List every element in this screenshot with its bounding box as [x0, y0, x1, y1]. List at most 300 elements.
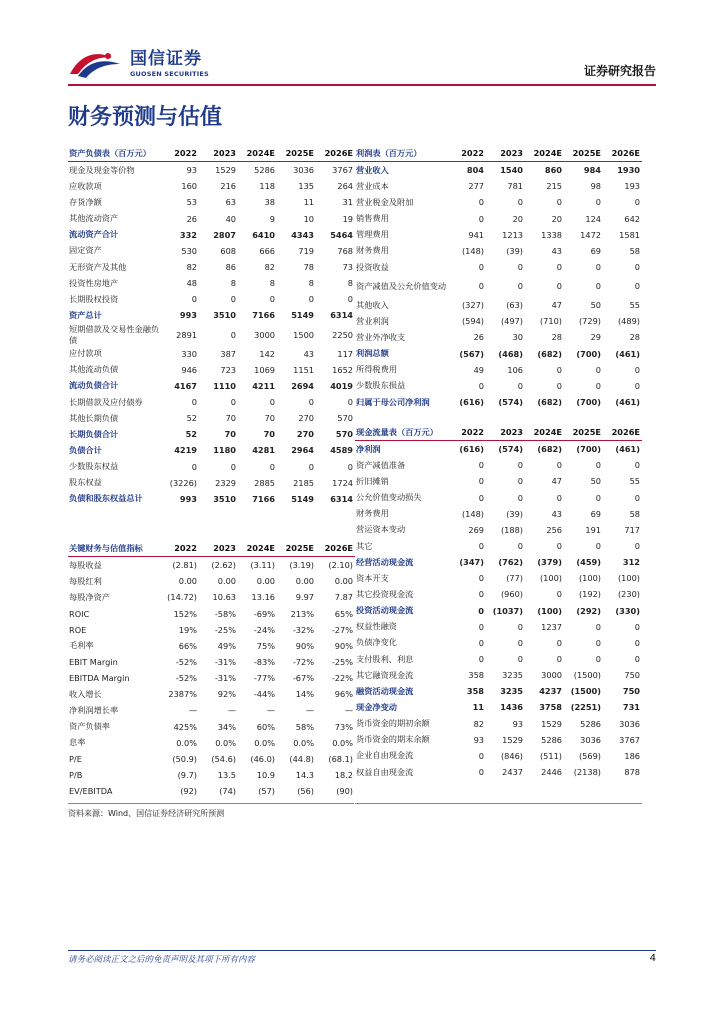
year-header: 2023 [486, 145, 525, 162]
cell-value: — [188, 705, 197, 716]
cell-value: 4343 [291, 229, 314, 240]
cell-value: 425% [173, 721, 197, 732]
cell-value: 0 [478, 460, 484, 471]
cell-value: 7166 [252, 310, 275, 321]
row-label: 营运资本变动 [356, 524, 406, 535]
cell-value: 2446 [541, 767, 562, 778]
table-row [68, 394, 355, 410]
cell-value: 0 [308, 294, 314, 305]
cell-value: 1436 [500, 702, 523, 713]
cell-value: 3767 [619, 734, 640, 745]
cell-value: 0 [308, 461, 314, 472]
row-label: 营业外净收支 [356, 331, 406, 342]
document-type-label: 证券研究报告 [583, 64, 656, 78]
cell-value: (1500) [570, 686, 601, 697]
cell-value: 10 [303, 213, 314, 224]
table-row [68, 557, 355, 574]
cell-value: 0 [595, 262, 601, 273]
cell-value: 0 [517, 262, 523, 273]
table-row [355, 603, 642, 619]
cell-value: (54.6) [211, 753, 236, 764]
table-row [355, 570, 642, 586]
cell-value: 124 [585, 213, 601, 224]
row-label: 融资活动现金流 [356, 685, 414, 696]
row-label: 利润总额 [356, 348, 389, 359]
cell-value: 50 [590, 300, 601, 311]
cell-value: 14.3 [295, 770, 314, 781]
row-label: 无形资产及其他 [69, 261, 127, 272]
row-label: 长期股权投资 [69, 293, 119, 304]
cell-value: 20 [551, 213, 562, 224]
cell-value: 332 [179, 229, 197, 240]
cell-value: 0 [634, 492, 640, 503]
company-logo [68, 48, 209, 80]
cell-value: (1500) [573, 670, 601, 681]
row-label: 资产总计 [69, 309, 102, 320]
cell-value: 0 [595, 197, 601, 208]
row-label: 其他收入 [356, 299, 389, 310]
year-header: 2025E [277, 540, 316, 557]
table-row [68, 211, 355, 227]
table-row [355, 683, 642, 699]
cell-value: 768 [337, 245, 353, 256]
cell-value: 0 [478, 262, 484, 273]
cell-value: 1069 [254, 364, 275, 375]
cell-value: 0 [230, 294, 236, 305]
cell-value: 993 [179, 493, 197, 504]
row-label: 每股净资产 [69, 591, 110, 602]
table-row [68, 606, 355, 622]
cell-value: (90) [336, 786, 353, 797]
cell-value: 3036 [293, 165, 314, 176]
cell-value: 0.00 [256, 576, 275, 587]
row-label: 资本开支 [356, 572, 389, 583]
row-label: 所得税费用 [356, 364, 397, 375]
cell-value: 43 [551, 508, 562, 519]
row-label: 收入增长 [69, 688, 102, 699]
cell-value: -72% [292, 657, 314, 668]
table-title: 现金流量表（百万元） [355, 424, 447, 441]
table-row [355, 699, 642, 715]
cell-value: 70 [225, 413, 236, 424]
row-label: 企业自由现金流 [356, 750, 414, 761]
row-label: 少数股东损益 [356, 380, 406, 391]
cell-value: 8 [308, 278, 314, 289]
row-label: 权益性融资 [356, 621, 397, 632]
cell-value: 93 [473, 734, 484, 745]
cell-value: 358 [466, 686, 484, 697]
year-header: 2022 [160, 145, 199, 162]
table-row [68, 162, 355, 179]
cell-value: 1500 [293, 329, 314, 340]
table-row [355, 275, 642, 297]
table-bottom-rule-left [68, 803, 354, 804]
cell-value: 3510 [213, 493, 236, 504]
table-row [68, 735, 355, 751]
cell-value: 0 [556, 589, 562, 600]
table-row [68, 275, 355, 291]
cell-value: (14.72) [167, 592, 197, 603]
cell-value: 1529 [502, 734, 523, 745]
cell-value: -32% [292, 624, 314, 635]
row-label: 管理费用 [356, 229, 389, 240]
table-row [68, 670, 355, 686]
cell-value: 0 [556, 460, 562, 471]
table-row [355, 619, 642, 635]
row-label: 资产负债率 [69, 721, 110, 732]
cell-value: 5464 [330, 229, 353, 240]
cell-value: -31% [214, 673, 236, 684]
cell-value: -77% [253, 673, 275, 684]
cell-value: (100) [617, 573, 640, 584]
cell-value: 2694 [291, 380, 314, 391]
cell-value: 14% [295, 689, 314, 700]
cell-value: (461) [615, 348, 640, 359]
table-row [68, 783, 355, 799]
source-note: 资料来源：Wind、国信证券经济研究所预测 [68, 809, 225, 818]
cell-value: 28 [551, 332, 562, 343]
cell-value: 0 [517, 621, 523, 632]
cell-value: 1237 [541, 621, 562, 632]
cell-value: 2964 [291, 445, 314, 456]
cell-value: (57) [258, 786, 275, 797]
cell-value: (729) [578, 316, 601, 327]
row-label: 营业收入 [356, 164, 389, 175]
cell-value: 1540 [500, 165, 523, 176]
table-row [355, 667, 642, 683]
cell-value: (960) [500, 589, 523, 600]
table-row [68, 702, 355, 718]
table-row [355, 716, 642, 732]
cell-value: 1110 [213, 380, 236, 391]
cell-value: 1529 [541, 718, 562, 729]
cell-value: (63) [506, 300, 523, 311]
cell-value: 43 [303, 348, 314, 359]
cell-value: 0 [595, 380, 601, 391]
table-row [68, 378, 355, 394]
cell-value: 0 [556, 281, 562, 292]
cell-value: 2807 [213, 229, 236, 240]
cell-value: 92% [217, 689, 236, 700]
cell-value: 8 [347, 278, 353, 289]
cell-value: 2250 [332, 329, 353, 340]
cell-value: 0 [595, 364, 601, 375]
cell-value: (74) [219, 786, 236, 797]
cell-value: 70 [224, 429, 236, 440]
cell-value: (682) [537, 397, 562, 408]
table-row [68, 491, 355, 507]
cell-value: (461) [615, 444, 640, 455]
row-label: 营业成本 [356, 180, 389, 191]
cell-value: 93 [186, 165, 197, 176]
table-row [355, 178, 642, 194]
row-label: 固定资产 [69, 245, 102, 256]
cell-value: 1472 [580, 229, 601, 240]
cell-value: 3235 [502, 670, 523, 681]
row-label: 现金及现金等价物 [69, 164, 135, 175]
cell-value: 0.00 [217, 576, 236, 587]
cell-value: 1213 [502, 229, 523, 240]
cell-value: 0 [634, 262, 640, 273]
cell-value: (682) [537, 444, 562, 455]
row-label: EV/EBITDA [69, 786, 113, 797]
cell-value: (68.1) [328, 753, 353, 764]
cell-value: 1724 [332, 477, 353, 488]
cell-value: -24% [253, 624, 275, 635]
cell-value: (192) [578, 589, 601, 600]
cell-value: 0 [595, 460, 601, 471]
cell-value: 49% [217, 640, 236, 651]
cell-value: -27% [331, 624, 353, 635]
cell-value: 26 [473, 332, 484, 343]
cell-value: 11 [472, 702, 484, 713]
cell-value: 31 [342, 197, 353, 208]
cell-value: 270 [296, 429, 314, 440]
cell-value: 264 [337, 181, 353, 192]
cell-value: (710) [539, 316, 562, 327]
cell-value: 5149 [291, 493, 314, 504]
cell-value: 0 [634, 380, 640, 391]
row-label: 负债净变化 [356, 637, 397, 648]
cell-value: 0.0% [293, 737, 314, 748]
row-label: 负债和股东权益总计 [69, 493, 143, 504]
cell-value: 30 [512, 332, 523, 343]
table-title: 资产负债表（百万元） [68, 145, 160, 162]
cell-value: -69% [253, 608, 275, 619]
cell-value: 82 [264, 262, 275, 273]
cell-value: (77) [506, 573, 523, 584]
year-header: 2024E [238, 145, 277, 162]
row-label: 存货净额 [69, 196, 102, 207]
cell-value: 82 [473, 718, 484, 729]
cell-value: 0 [478, 197, 484, 208]
cell-value: 4281 [252, 445, 275, 456]
cell-value: 0 [634, 654, 640, 665]
cell-value: (2.62) [211, 560, 236, 571]
row-label: 财务费用 [356, 508, 389, 519]
row-label: 销售费用 [356, 213, 389, 224]
table-row [68, 410, 355, 426]
cell-value: 3000 [541, 670, 562, 681]
cell-value: 0 [191, 397, 197, 408]
cell-value: 90% [334, 640, 353, 651]
cell-value: 312 [622, 557, 640, 568]
balance-sheet-table [68, 145, 355, 507]
cell-value: 0.0% [176, 737, 197, 748]
cell-value: 135 [298, 181, 314, 192]
cell-value: (700) [576, 348, 601, 359]
cell-value: 3235 [500, 686, 523, 697]
cell-value: 0 [478, 380, 484, 391]
row-label: 现金净变动 [356, 701, 397, 712]
cell-value: (330) [615, 605, 640, 616]
cell-value: 3000 [254, 329, 275, 340]
cell-value: 70 [263, 429, 275, 440]
cell-value: 0 [556, 197, 562, 208]
section-title: 财务预测与估值 [68, 105, 223, 130]
cell-value: 69 [590, 245, 601, 256]
cell-value: 860 [544, 165, 562, 176]
logo-english-name: GUOSEN SECURITIES [130, 69, 209, 78]
cell-value: 48 [186, 278, 197, 289]
cell-value: (511) [539, 750, 562, 761]
table-row [68, 622, 355, 638]
year-header: 2026E [603, 145, 642, 162]
cell-value: (56) [297, 786, 314, 797]
row-label: 货币资金的期末余额 [356, 734, 430, 745]
row-label: 流动资产合计 [69, 229, 119, 240]
cell-value: 6314 [330, 493, 353, 504]
cell-value: 50 [590, 476, 601, 487]
cell-value: 608 [220, 245, 236, 256]
cell-value: 723 [220, 364, 236, 375]
cell-value: 6314 [330, 310, 353, 321]
table-row [355, 506, 642, 522]
table-row [68, 362, 355, 378]
cell-value: (100) [539, 573, 562, 584]
cell-value: 7.87 [334, 592, 353, 603]
table-row [355, 635, 642, 651]
cell-value: 0 [595, 654, 601, 665]
table-row [68, 719, 355, 735]
cell-value: (39) [506, 245, 523, 256]
cell-value: 65% [334, 608, 353, 619]
cell-value: 0 [634, 541, 640, 552]
cell-value: (230) [617, 589, 640, 600]
cell-value: 0 [478, 767, 484, 778]
cell-value: (100) [578, 573, 601, 584]
cell-value: — [305, 705, 314, 716]
row-label: 折旧摊销 [356, 475, 389, 486]
cell-value: — [227, 705, 236, 716]
cell-value: 0 [556, 380, 562, 391]
cell-value: (682) [537, 348, 562, 359]
row-label: 权益自由现金流 [356, 766, 414, 777]
table-title: 关键财务与估值指标 [68, 540, 160, 557]
cell-value: 4167 [174, 380, 197, 391]
cell-value: 0 [478, 654, 484, 665]
cell-value: 0 [517, 637, 523, 648]
row-label: 长期负债合计 [69, 428, 119, 439]
cell-value: 66% [178, 640, 197, 651]
cell-value: (39) [506, 508, 523, 519]
cell-value: (3.19) [289, 560, 314, 571]
cell-value: 8 [230, 278, 236, 289]
row-label: 资产减值准备 [356, 459, 406, 470]
cell-value: -83% [253, 657, 275, 668]
cell-value: — [344, 705, 353, 716]
table-row [355, 194, 642, 210]
cell-value: 26 [186, 213, 197, 224]
table-row [355, 394, 642, 410]
cell-value: 38 [264, 197, 275, 208]
row-label: P/E [69, 753, 82, 764]
cell-value: 0 [595, 492, 601, 503]
cell-value: (574) [498, 397, 523, 408]
year-header: 2023 [199, 540, 238, 557]
cell-value: (44.8) [289, 753, 314, 764]
table-row [68, 767, 355, 783]
row-label: 每股红利 [69, 575, 102, 586]
cell-value: 0 [517, 380, 523, 391]
cell-value: 0 [230, 397, 236, 408]
cell-value: 0 [191, 461, 197, 472]
row-label: 息率 [69, 737, 86, 748]
cell-value: 0 [595, 621, 601, 632]
cell-value: 0 [595, 541, 601, 552]
cell-value: 28 [629, 332, 640, 343]
income-statement-table [355, 145, 642, 410]
row-label: 投资性房地产 [69, 277, 119, 288]
cell-value: 570 [337, 413, 353, 424]
year-header: 2025E [564, 424, 603, 441]
cell-value: 0 [347, 294, 353, 305]
guosen-logo-icon [68, 48, 124, 80]
cell-value: 215 [546, 181, 562, 192]
cell-value: 9.97 [295, 592, 314, 603]
cell-value: 0 [517, 281, 523, 292]
table-row [355, 748, 642, 764]
row-label: 应收款项 [69, 180, 102, 191]
table-row [355, 441, 642, 458]
cell-value: 106 [507, 364, 523, 375]
year-header: 2024E [238, 540, 277, 557]
cell-value: (700) [576, 397, 601, 408]
cell-value: 256 [546, 524, 562, 535]
table-row [68, 243, 355, 259]
table-row [68, 751, 355, 767]
cell-value: 193 [624, 181, 640, 192]
balance-sheet-header-row [68, 145, 355, 162]
year-header: 2022 [160, 540, 199, 557]
row-label: 其它 [356, 540, 373, 551]
row-label: 其他流动负债 [69, 364, 119, 375]
cell-value: 40 [225, 213, 236, 224]
cell-value: 96% [334, 689, 353, 700]
cell-value: 13.5 [217, 770, 236, 781]
cell-value: (594) [461, 316, 484, 327]
cell-value: 5286 [541, 734, 562, 745]
row-label: 其它融资现金流 [356, 669, 414, 680]
table-row [355, 259, 642, 275]
table-row [68, 291, 355, 307]
cell-value: 1338 [541, 229, 562, 240]
cell-value: 0 [478, 573, 484, 584]
cell-value: 98 [590, 181, 601, 192]
year-header: 2026E [316, 540, 355, 557]
cell-value: (574) [498, 444, 523, 455]
row-label: 营业利润 [356, 315, 389, 326]
cell-value: 86 [225, 262, 236, 273]
cash-flow-header-row [355, 424, 642, 441]
table-row [68, 259, 355, 275]
cell-value: 0 [478, 637, 484, 648]
cell-value: 75% [256, 640, 275, 651]
cell-value: 330 [181, 348, 197, 359]
cell-value: (100) [537, 605, 562, 616]
table-row [68, 426, 355, 442]
cell-value: 4219 [174, 445, 197, 456]
cell-value: 2185 [293, 477, 314, 488]
cell-value: (616) [459, 397, 484, 408]
cell-value: 152% [173, 608, 197, 619]
row-label: 少数股东权益 [69, 461, 119, 472]
cell-value: 58 [629, 508, 640, 519]
table-row [355, 732, 642, 748]
cell-value: 0 [191, 294, 197, 305]
cell-value: 0 [634, 197, 640, 208]
cell-value: 4211 [252, 380, 275, 391]
